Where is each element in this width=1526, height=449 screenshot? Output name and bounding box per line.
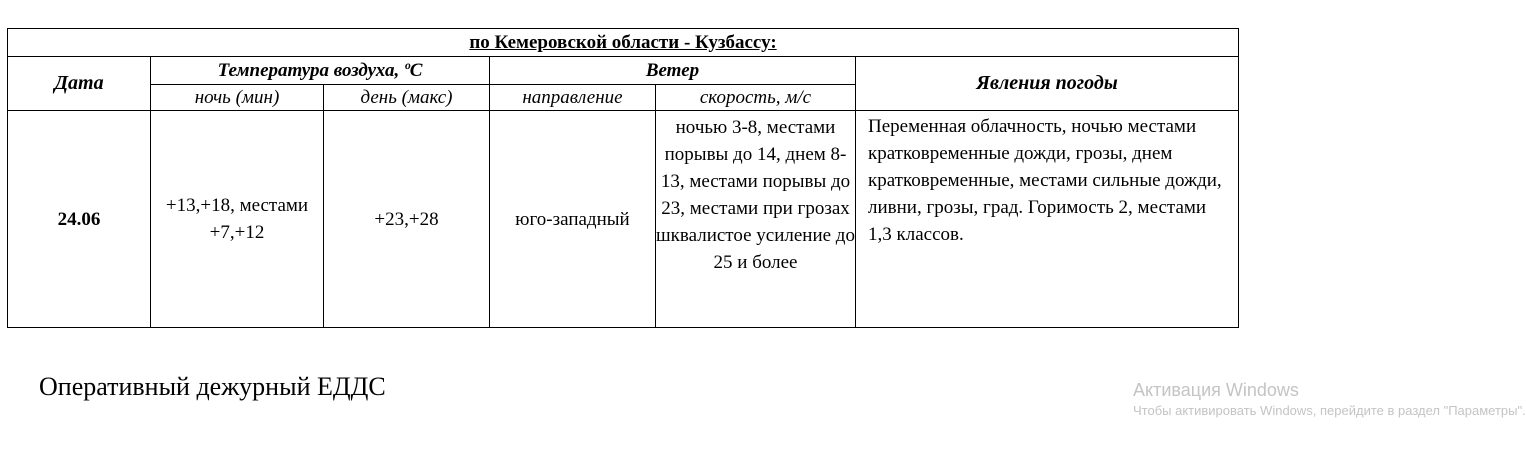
date-cell: 24.06 (8, 111, 151, 328)
phenomena-cell: Переменная облачность, ночью местами кратковременные дожди, грозы, днем кратковременные, местами сильные дожди, ливни, грозы, град. Горимость 2, местами 1,3 классов. (856, 111, 1239, 328)
temperature-header: Температура воздуха, ºС (151, 57, 490, 85)
wind-speed-text: ночью 3-8, местами порывы до 14, днем 8-13, местами порывы до 23, местами при грозах шквалистое усиление до 25 и более (656, 117, 855, 273)
header-row-top (8, 57, 1239, 85)
wind-direction-header: направление (490, 85, 656, 111)
night-temp-header: ночь (мин) (151, 85, 324, 111)
wind-speed-cell (656, 111, 856, 328)
day-temp-header: день (макс) (324, 85, 490, 111)
night-temp-text: +13,+18, местами +7,+12 (165, 195, 309, 243)
watermark-subtitle: Чтобы активировать Windows, перейдите в раздел "Параметры". (1133, 403, 1526, 418)
wind-header: Ветер (490, 57, 856, 85)
windows-activation-watermark (1133, 378, 1526, 420)
duty-officer-signature: Оперативный дежурный ЕДДС (39, 372, 386, 401)
day-temp-cell: +23,+28 (324, 111, 490, 328)
watermark-title: Активация Windows (1133, 380, 1299, 400)
night-temp-cell (151, 111, 324, 328)
wind-direction-cell: юго-западный (490, 111, 656, 328)
table-row (8, 111, 1239, 328)
date-header: Дата (8, 57, 151, 111)
region-title-row (8, 29, 1239, 57)
phenomena-header: Явления погоды (856, 57, 1239, 111)
wind-speed-header: скорость, м/с (656, 85, 856, 111)
weather-forecast-table (7, 28, 1239, 328)
region-title: по Кемеровской области - Кузбассу: (8, 29, 1239, 57)
